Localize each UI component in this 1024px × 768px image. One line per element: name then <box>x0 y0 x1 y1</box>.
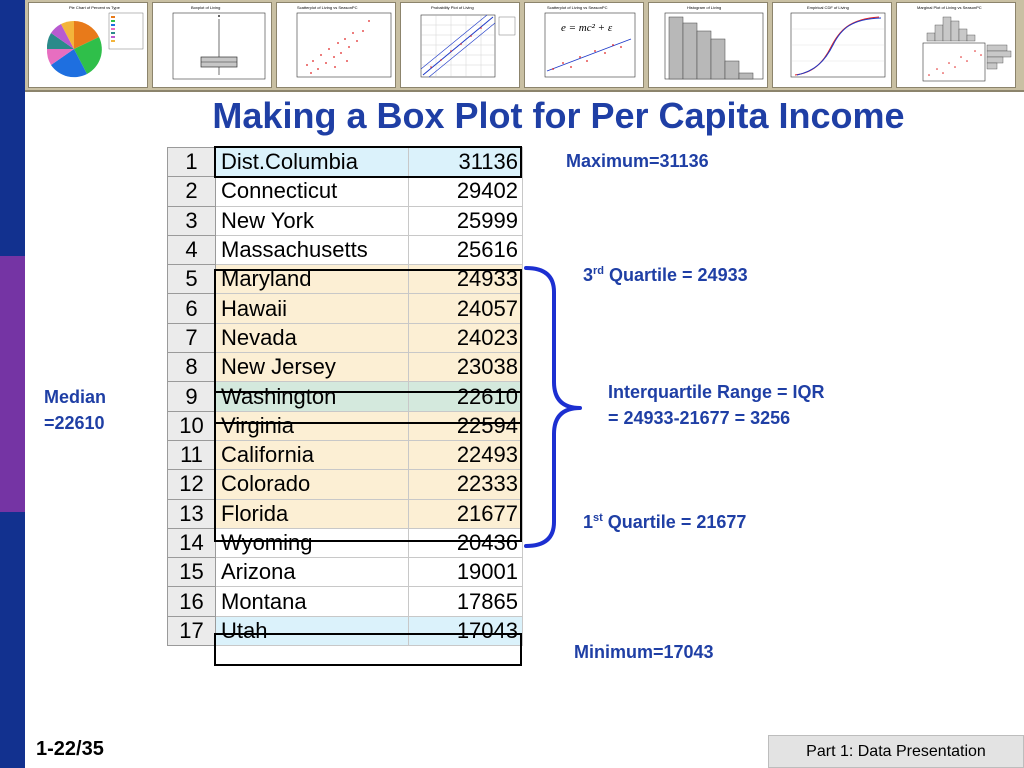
iqr-brace <box>520 262 590 552</box>
q3-number: 3 <box>583 265 594 285</box>
table-row <box>168 353 523 382</box>
histogram-caption: Histogram of Living <box>687 5 722 10</box>
cdf-thumbnail <box>772 2 892 88</box>
iqr-line-2: = 24933-21677 = 3256 <box>608 408 791 428</box>
state-cell: Maryland <box>216 265 409 294</box>
state-cell: Wyoming <box>216 528 409 557</box>
slide-title: Making a Box Plot for Per Capita Income <box>212 95 905 136</box>
page-number: 1-22/35 <box>36 738 104 760</box>
income-cell: 22594 <box>409 411 523 440</box>
q3-suffix: rd <box>593 265 605 277</box>
income-cell: 29402 <box>409 177 523 206</box>
median-label <box>44 384 106 436</box>
row-number: 16 <box>168 587 216 616</box>
probability-plot-thumbnail <box>400 2 520 88</box>
q1-number: 1 <box>583 512 594 532</box>
table-row <box>168 616 523 645</box>
marginal-plot-caption: Marginal Plot of Living vs SeasonPC <box>917 5 982 10</box>
income-cell: 19001 <box>409 558 523 587</box>
row-number: 4 <box>168 235 216 264</box>
table-row <box>168 148 523 177</box>
row-number: 8 <box>168 353 216 382</box>
q3-text: Quartile = 24933 <box>604 265 748 285</box>
row-number: 17 <box>168 616 216 645</box>
table-row <box>168 528 523 557</box>
histogram-thumbnail <box>648 2 768 88</box>
table-row <box>168 177 523 206</box>
scatterplot-thumbnail <box>276 2 396 88</box>
state-cell: Nevada <box>216 323 409 352</box>
table-row <box>168 206 523 235</box>
state-cell: Colorado <box>216 470 409 499</box>
state-cell: Arizona <box>216 558 409 587</box>
marginal-plot-thumbnail <box>896 2 1016 88</box>
row-number: 2 <box>168 177 216 206</box>
row-number: 6 <box>168 294 216 323</box>
income-cell: 31136 <box>409 148 523 177</box>
formula-label: e = mc² + ε <box>561 22 613 34</box>
table-row <box>168 440 523 469</box>
pie-chart-thumbnail <box>28 2 148 88</box>
state-cell: Florida <box>216 499 409 528</box>
state-cell: Washington <box>216 382 409 411</box>
row-number: 12 <box>168 470 216 499</box>
boxplot-thumbnail <box>152 2 272 88</box>
median-line-2: =22610 <box>44 413 105 433</box>
row-number: 5 <box>168 265 216 294</box>
income-cell: 24057 <box>409 294 523 323</box>
state-cell: California <box>216 440 409 469</box>
table-row <box>168 411 523 440</box>
thumbnail-strip <box>25 0 1024 92</box>
iqr-line-1: Interquartile Range = IQR <box>608 382 825 402</box>
section-label: Part 1: Data Presentation <box>768 735 1024 768</box>
table-row <box>168 499 523 528</box>
table-row <box>168 294 523 323</box>
state-cell: New Jersey <box>216 353 409 382</box>
row-number: 15 <box>168 558 216 587</box>
q1-label <box>583 512 746 533</box>
income-table <box>167 147 523 646</box>
income-cell: 23038 <box>409 353 523 382</box>
row-number: 7 <box>168 323 216 352</box>
minimum-label: Minimum=17043 <box>574 642 714 662</box>
income-cell: 25999 <box>409 206 523 235</box>
q1-suffix: st <box>593 512 603 524</box>
table-row <box>168 470 523 499</box>
probability-plot-caption: Probability Plot of Living <box>431 5 474 10</box>
income-cell: 24933 <box>409 265 523 294</box>
income-cell: 20436 <box>409 528 523 557</box>
scatterplot-caption: Scatterplot of Living vs SeasonPC <box>297 5 358 10</box>
income-cell: 22610 <box>409 382 523 411</box>
cdf-caption: Empirical CDF of Living <box>807 5 849 10</box>
income-cell: 22333 <box>409 470 523 499</box>
row-number: 10 <box>168 411 216 440</box>
row-number: 11 <box>168 440 216 469</box>
maximum-label: Maximum=31136 <box>566 151 709 171</box>
row-number: 1 <box>168 148 216 177</box>
income-cell: 25616 <box>409 235 523 264</box>
row-number: 14 <box>168 528 216 557</box>
table-row <box>168 265 523 294</box>
state-cell: Utah <box>216 616 409 645</box>
row-number: 9 <box>168 382 216 411</box>
q3-label <box>583 265 748 286</box>
table-row <box>168 382 523 411</box>
row-number: 3 <box>168 206 216 235</box>
state-cell: Connecticut <box>216 177 409 206</box>
state-cell: Massachusetts <box>216 235 409 264</box>
q1-text: Quartile = 21677 <box>602 512 747 532</box>
pie-chart-caption: Pie Chart of Percent vs Type <box>69 5 120 10</box>
boxplot-caption: Boxplot of Living <box>191 5 221 10</box>
state-cell: Montana <box>216 587 409 616</box>
state-cell: Hawaii <box>216 294 409 323</box>
median-line-1: Median <box>44 387 107 407</box>
state-cell: Virginia <box>216 411 409 440</box>
state-cell: New York <box>216 206 409 235</box>
table-row <box>168 558 523 587</box>
table-row <box>168 323 523 352</box>
income-cell: 24023 <box>409 323 523 352</box>
table-row <box>168 587 523 616</box>
state-cell: Dist.Columbia <box>216 148 409 177</box>
iqr-label <box>608 379 825 431</box>
income-cell: 22493 <box>409 440 523 469</box>
income-cell: 17043 <box>409 616 523 645</box>
table-row <box>168 235 523 264</box>
income-cell: 21677 <box>409 499 523 528</box>
regression-thumbnail <box>524 2 644 88</box>
regression-caption: Scatterplot of Living vs SeasonPC <box>547 5 608 10</box>
income-cell: 17865 <box>409 587 523 616</box>
row-number: 13 <box>168 499 216 528</box>
